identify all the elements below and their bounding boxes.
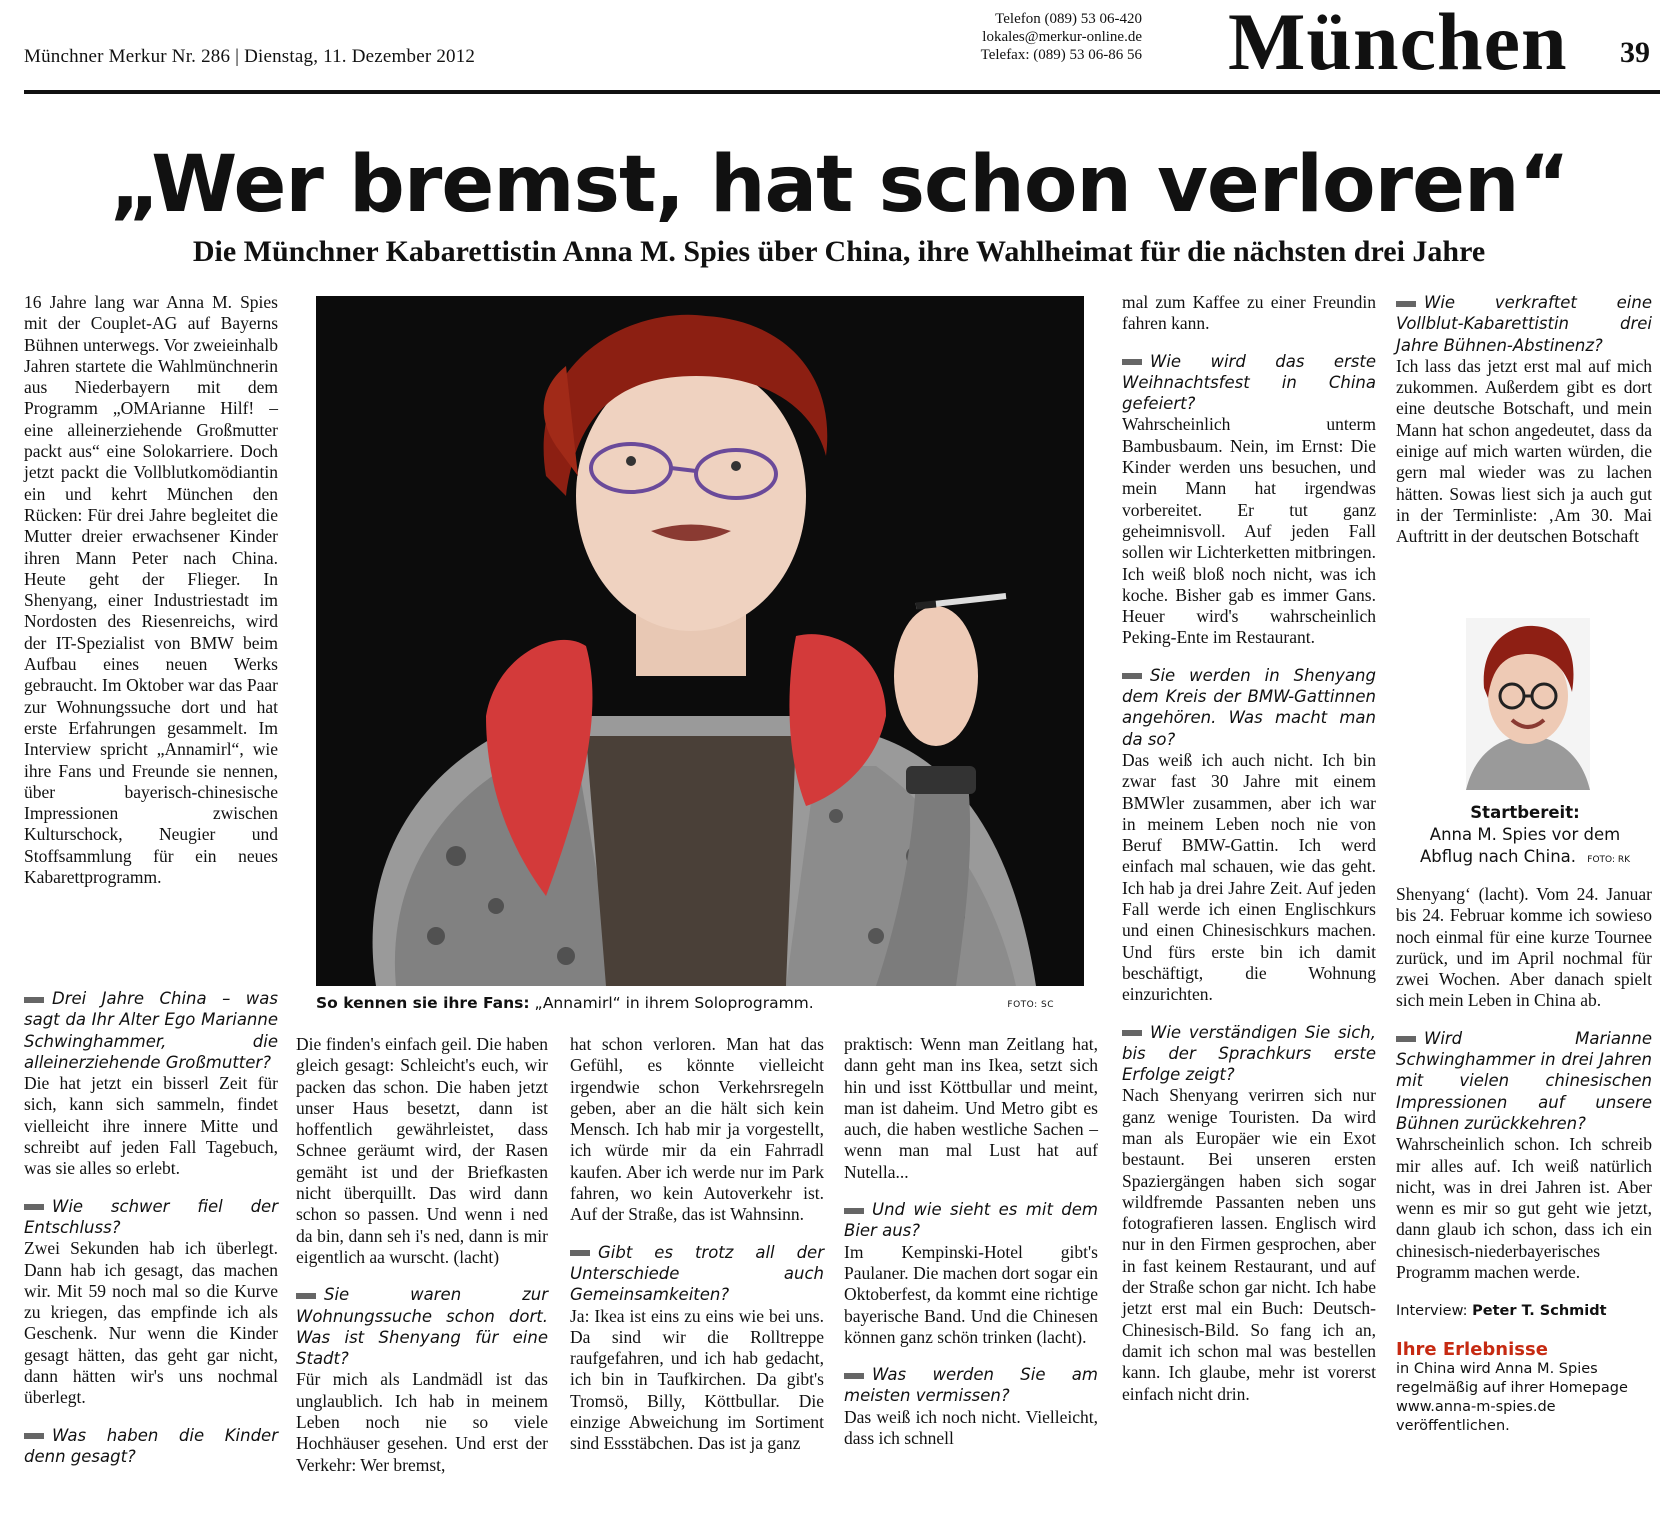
headline: „Wer bremst, hat schon verloren“ <box>109 140 1569 230</box>
answer: Im Kempinski-Hotel gibt's Paulaner. Die machen dort sogar ein Oktoberfest, da kommt eine richtige bayerische Band. Und die Chinesen können ganz schön trinken (lacht). <box>844 1241 1098 1347</box>
answer: Für mich als Landmädl ist das unglaublich. Ich hab in meinem Leben noch nie so viele Hochhäuser gesehen. Und erst der Verkehr: Wer bremst, <box>296 1369 548 1475</box>
caption-lead: So kennen sie ihre Fans: <box>316 994 530 1012</box>
question-marker-icon <box>24 1433 44 1439</box>
caption-text: „Annamirl“ in ihrem Soloprogramm. <box>534 994 814 1012</box>
question-marker-icon <box>1122 1030 1142 1036</box>
subheadline: Die Münchner Kabarettistin Anna M. Spies über China, ihre Wahlheimat für die nächsten drei Jahre <box>192 235 1486 268</box>
question-marker-icon <box>844 1373 864 1379</box>
column-4 <box>844 1034 1098 1449</box>
question: Gibt es trotz all der Unterschiede auch Gemeinsamkeiten? <box>570 1242 824 1305</box>
question-marker-icon <box>24 997 44 1003</box>
answer: Das weiß ich auch nicht. Ich bin zwar fast 30 Jahre mit einem BMWler zusammen, aber ich war in meinem Leben noch nie von Beruf BMW-Gattin. Ich werd einfach mal schauen, wie das geht. Ich hab ja drei Jahre Zeit. Auf jeden Fall werde ich einen Englischkurs und einen Chinesischkurs machen. Und fürs erste bin ich damit beschäftigt, die Wohnung einzurichten. <box>1122 749 1376 1005</box>
contact-block <box>920 10 1142 64</box>
question: Wird Marianne Schwinghammer in drei Jahren mit vielen chinesischen Impressionen auf unsere Bühnen zurückkehren? <box>1396 1028 1652 1133</box>
main-photo <box>316 296 1084 986</box>
portrait-caption-lead: Startbereit: <box>1470 803 1580 822</box>
column-5 <box>1122 292 1376 1405</box>
column-1-lower <box>24 980 278 1467</box>
question-marker-icon <box>1396 301 1416 307</box>
answer: Die finden's einfach geil. Die haben gleich gesagt: Schleicht's euch, wir packen das schon. Die haben jetzt unser Haus besetzt, dann ist hoffentlich gewährleistet, dass Schnee geräumt wird, der Rasen gemäht ist und der Briefkasten nicht überquillt. Das wird dann schon so passen. Und wenn i ned da bin, dann seh i's ned, dann is mir eigentlich aa wurscht. (lacht) <box>296 1034 548 1267</box>
question: Wie wird das erste Weihnachtsfest in China gefeiert? <box>1122 351 1376 414</box>
answer: Ich lass das jetzt erst mal auf mich zukommen. Außerdem gibt es dort eine deutsche Botschaft, und mein Mann hat schon angedeutet, dass da einige auf mich warten würden, die gern mal wieder was zu lachen hätten. Sowas liest sich ja auch gut in der Terminliste: ‚Am 30. Mai Auftritt in der deutschen Botschaft <box>1396 355 1652 547</box>
question-marker-icon <box>1396 1036 1416 1042</box>
question: Sie werden in Shenyang dem Kreis der BMW-Gattinnen angehören. Was macht man da so? <box>1122 665 1376 749</box>
column-3 <box>570 1034 824 1455</box>
box-title: Ihre Erlebnisse <box>1396 1338 1548 1360</box>
column-1 <box>24 292 278 888</box>
answer: Wahrscheinlich schon. Ich schreib mir alles auf. Ich weiß natürlich nicht, was in drei Jahren ist. Aber wenn es mir so gut geht wie jetzt, dann glaub ich schon, dass ich ein chinesisch-niederbayerisches Programm machen werde. <box>1396 1134 1652 1283</box>
answer: hat schon verloren. Man hat das Gefühl, es könnte vielleicht irgendwie schon Verkehrsregeln geben, aber an die hält sich kein Mensch. Ich hab mir ja vorgestellt, ich würde mir da ein Fahrradl kaufen. Aber ich werde nur im Park fahren, wo kein Autoverkehr ist. Auf der Straße, das ist Wahnsinn. <box>570 1034 824 1225</box>
answer: Ja: Ikea ist eins zu eins wie bei uns. Da sind wir die Rolltreppe raufgefahren, und ich hab gedacht, ich bin in Taufkirchen. Da gibt's Tromsö, Billy, Köttbullar. Die einzige Abweichung im Sortiment sind Essstäbchen. Das ist ja ganz <box>570 1305 824 1454</box>
question: Was werden Sie am meisten vermissen? <box>844 1365 1098 1406</box>
question-marker-icon <box>24 1204 44 1210</box>
question: Sie waren zur Wohnungssuche schon dort. Was ist Shenyang für eine Stadt? <box>296 1285 548 1369</box>
section-title: München <box>1228 0 1568 87</box>
fax-number: Telefax: (089) 53 06-86 56 <box>980 47 1142 63</box>
performer-photo-illustration <box>316 296 1084 986</box>
answer: Nach Shenyang verirren sich nur ganz wenige Touristen. Da wird man als Europäer wie ein Exot bestaunt. Bei unseren ersten Spaziergängen haben sich sogar wildfremde Passanten neben uns fotografieren lassen. Englisch wird nur in den Firmen gesprochen, aber in fast keinem Restaurant, und auf der Straße schon gar nicht. Ich habe jetzt erst mal ein Buch: Deutsch-Chinesisch-Bild. So fang ich an, damit ich schon mal was bestellen kann. Ich glaube, mehr ist vorerst einfach nicht drin. <box>1122 1085 1376 1404</box>
question-marker-icon <box>844 1208 864 1214</box>
question: Wie verkraftet eine Vollblut-Kabarettistin drei Jahre Bühnen-Abstinenz? <box>1396 293 1652 355</box>
masthead-rule <box>24 90 1660 94</box>
answer: mal zum Kaffee zu einer Freundin fahren kann. <box>1122 292 1376 334</box>
box-text: in China wird Anna M. Spies regelmäßig auf ihrer Homepage www.anna-m-spies.de veröffentlichen. <box>1396 1360 1628 1434</box>
question: Wie schwer fiel der Entschluss? <box>24 1196 278 1237</box>
portrait-caption <box>1390 802 1660 871</box>
portrait-photo <box>1466 618 1590 790</box>
portrait-illustration <box>1466 618 1590 790</box>
column-2 <box>296 1034 548 1476</box>
question: Und wie sieht es mit dem Bier aus? <box>844 1200 1098 1241</box>
question-marker-icon <box>1122 359 1142 365</box>
answer: Das weiß ich noch nicht. Vielleicht, dass ich schnell <box>844 1406 1098 1449</box>
email-address: lokales@merkur-online.de <box>982 29 1142 45</box>
answer: Die hat jetzt ein bisserl Zeit für sich, kann sich sammeln, findet vielleicht ihre innere Mitte und schreibt auf jeden Fall Tagebuch, was sie alles so erlebt. <box>24 1073 278 1179</box>
question-marker-icon <box>570 1250 590 1256</box>
intro-paragraph: 16 Jahre lang war Anna M. Spies mit der Couplet-AG auf Bayerns Bühnen unterwegs. Vor zweieinhalb Jahren startete die Wahlmünchnerin aus Niederbayern mit dem Programm „OMArianne Hilf! – eine alleinerziehende Großmutter packt aus“ eine Solokarriere. Doch jetzt packt die Vollblutkomödiantin ein und kehrt München den Rücken: Für drei Jahre begleitet die Mutter dreier erwachsener Kinder ihren Mann Peter nach China. Heute geht der Flieger. In Shenyang, einer Industriestadt im Nordosten des Riesenreichs, wird der IT-Spezialist von BMW beim Aufbau eines neuen Werks gebraucht. Im Oktober war das Paar zur Wohnungssuche dort und hat erste Erfahrungen gesammelt. Im Interview spricht „Annamirl“, wie ihre Fans und Freunde sie nennen, über bayerisch-chinesische Impressionen zwischen Kulturschock, Neugier und Stoffsammlung für ein neues Kabarettprogramm. <box>24 292 278 888</box>
main-photo-caption <box>316 994 1084 1012</box>
question: Wie verständigen Sie sich, bis der Sprachkurs erste Erfolge zeigt? <box>1122 1022 1376 1085</box>
question: Was haben die Kinder denn gesagt? <box>24 1425 278 1466</box>
answer: praktisch: Wenn man Zeitlang hat, dann geht man ins Ikea, setzt sich hin und isst Köttbullar und meint, man ist daheim. Und Metro gibt es auch, die haben westliche Sachen – wenn man mal Lust hat auf Nutella... <box>844 1034 1098 1182</box>
portrait-caption-line2: Abflug nach China. <box>1419 847 1577 866</box>
page-number: 39 <box>1620 36 1650 69</box>
phone-number: Telefon (089) 53 06-420 <box>995 11 1142 27</box>
question-marker-icon <box>296 1293 316 1299</box>
column-6 <box>1396 280 1652 548</box>
photo-credit: FOTO: SC <box>1007 1000 1054 1010</box>
paper-issue-line: Münchner Merkur Nr. 286 | Dienstag, 11. Dezember 2012 <box>24 46 476 67</box>
answer: Zwei Sekunden hab ich überlegt. Dann hab ich gesagt, das machen wir. Mit 59 noch mal so die Kurve zu kriegen, das empfinde ich als Geschenk. Nur wenn die Kinder gesagt hätten, das geht gar nicht, dann hätten wir's uns nochmal überlegt. <box>24 1238 278 1408</box>
answer: Wahrscheinlich unterm Bambusbaum. Nein, im Ernst: Die Kinder werden uns besuchen, und mein Mann hat irgendwas vorbereitet. Er tut ganz geheimnisvoll. Auf jeden Fall sollen wir Lichterketten mitbringen. Ich weiß bloß noch nicht, was ich koche. Bisher gab es immer Gans. Heuer wird's wahrscheinlich Peking-Ente im Restaurant. <box>1122 414 1376 648</box>
portrait-credit: FOTO: RK <box>1587 855 1631 865</box>
portrait-caption-line1: Anna M. Spies vor dem <box>1429 825 1621 844</box>
answer: Shenyang‘ (lacht). Vom 24. Januar bis 24. Februar komme ich sowieso noch einmal für eine kurze Tournee zurück, und im April nochmal für zwei Wochen. Aber danach spielt sich mein Leben in China ab. <box>1396 884 1652 1011</box>
column-6-lower <box>1396 884 1652 1436</box>
interview-credit: Interview: Peter T. Schmidt <box>1396 1303 1607 1320</box>
question-marker-icon <box>1122 673 1142 679</box>
question: Drei Jahre China – was sagt da Ihr Alter Ego Marianne Schwinghammer, die alleinerziehende Großmutter? <box>24 989 278 1072</box>
